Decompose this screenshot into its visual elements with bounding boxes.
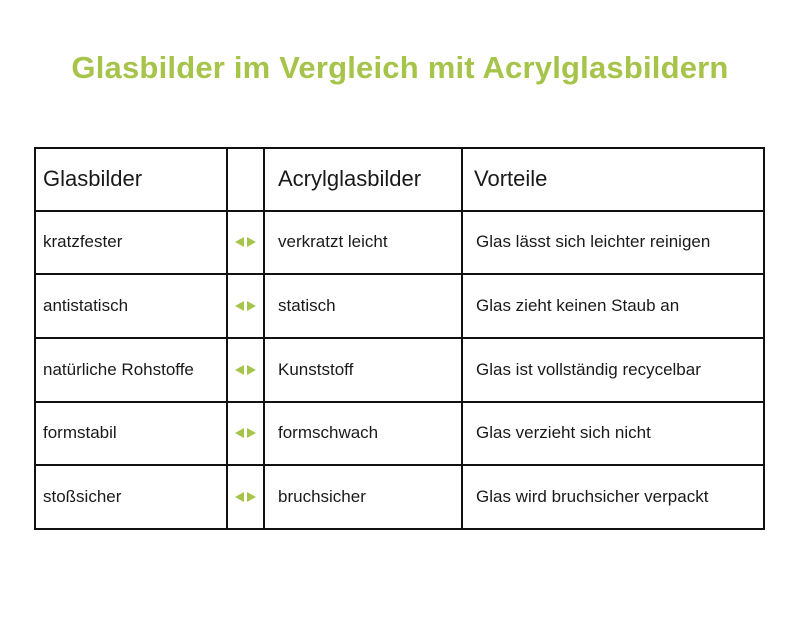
table-row (35, 402, 764, 466)
cell-acrylglasbilder: statisch (264, 274, 462, 338)
cell-acrylglasbilder: bruchsicher (264, 465, 462, 529)
cell-glasbilder: kratzfester (35, 211, 227, 275)
left-right-arrows-icon (235, 301, 256, 311)
cell-glasbilder: stoßsicher (35, 465, 227, 529)
table-row (35, 211, 764, 275)
cell-vorteile: Glas lässt sich leichter reinigen (462, 211, 764, 275)
left-right-arrows-icon (235, 237, 256, 247)
cell-acrylglasbilder: formschwach (264, 402, 462, 466)
header-vorteile: Vorteile (462, 148, 764, 211)
cell-acrylglasbilder: Kunststoff (264, 338, 462, 402)
cell-vorteile: Glas verzieht sich nicht (462, 402, 764, 466)
cell-vorteile: Glas wird bruchsicher verpackt (462, 465, 764, 529)
left-right-arrows-icon (235, 428, 256, 438)
left-right-arrows-icon (235, 365, 256, 375)
cell-acrylglasbilder: verkratzt leicht (264, 211, 462, 275)
header-glasbilder: Glasbilder (35, 148, 227, 211)
table-row (35, 465, 764, 529)
header-arrow-column (227, 148, 264, 211)
table-row (35, 274, 764, 338)
comparison-table (34, 147, 765, 530)
page-title: Glasbilder im Vergleich mit Acrylglasbildern (71, 50, 729, 85)
cell-vorteile: Glas zieht keinen Staub an (462, 274, 764, 338)
table-row (35, 338, 764, 402)
cell-glasbilder: natürliche Rohstoffe (35, 338, 227, 402)
table-header-row (35, 148, 764, 211)
left-right-arrows-icon (235, 492, 256, 502)
cell-glasbilder: formstabil (35, 402, 227, 466)
header-acrylglasbilder: Acrylglasbilder (264, 148, 462, 211)
cell-glasbilder: antistatisch (35, 274, 227, 338)
cell-vorteile: Glas ist vollständig recycelbar (462, 338, 764, 402)
